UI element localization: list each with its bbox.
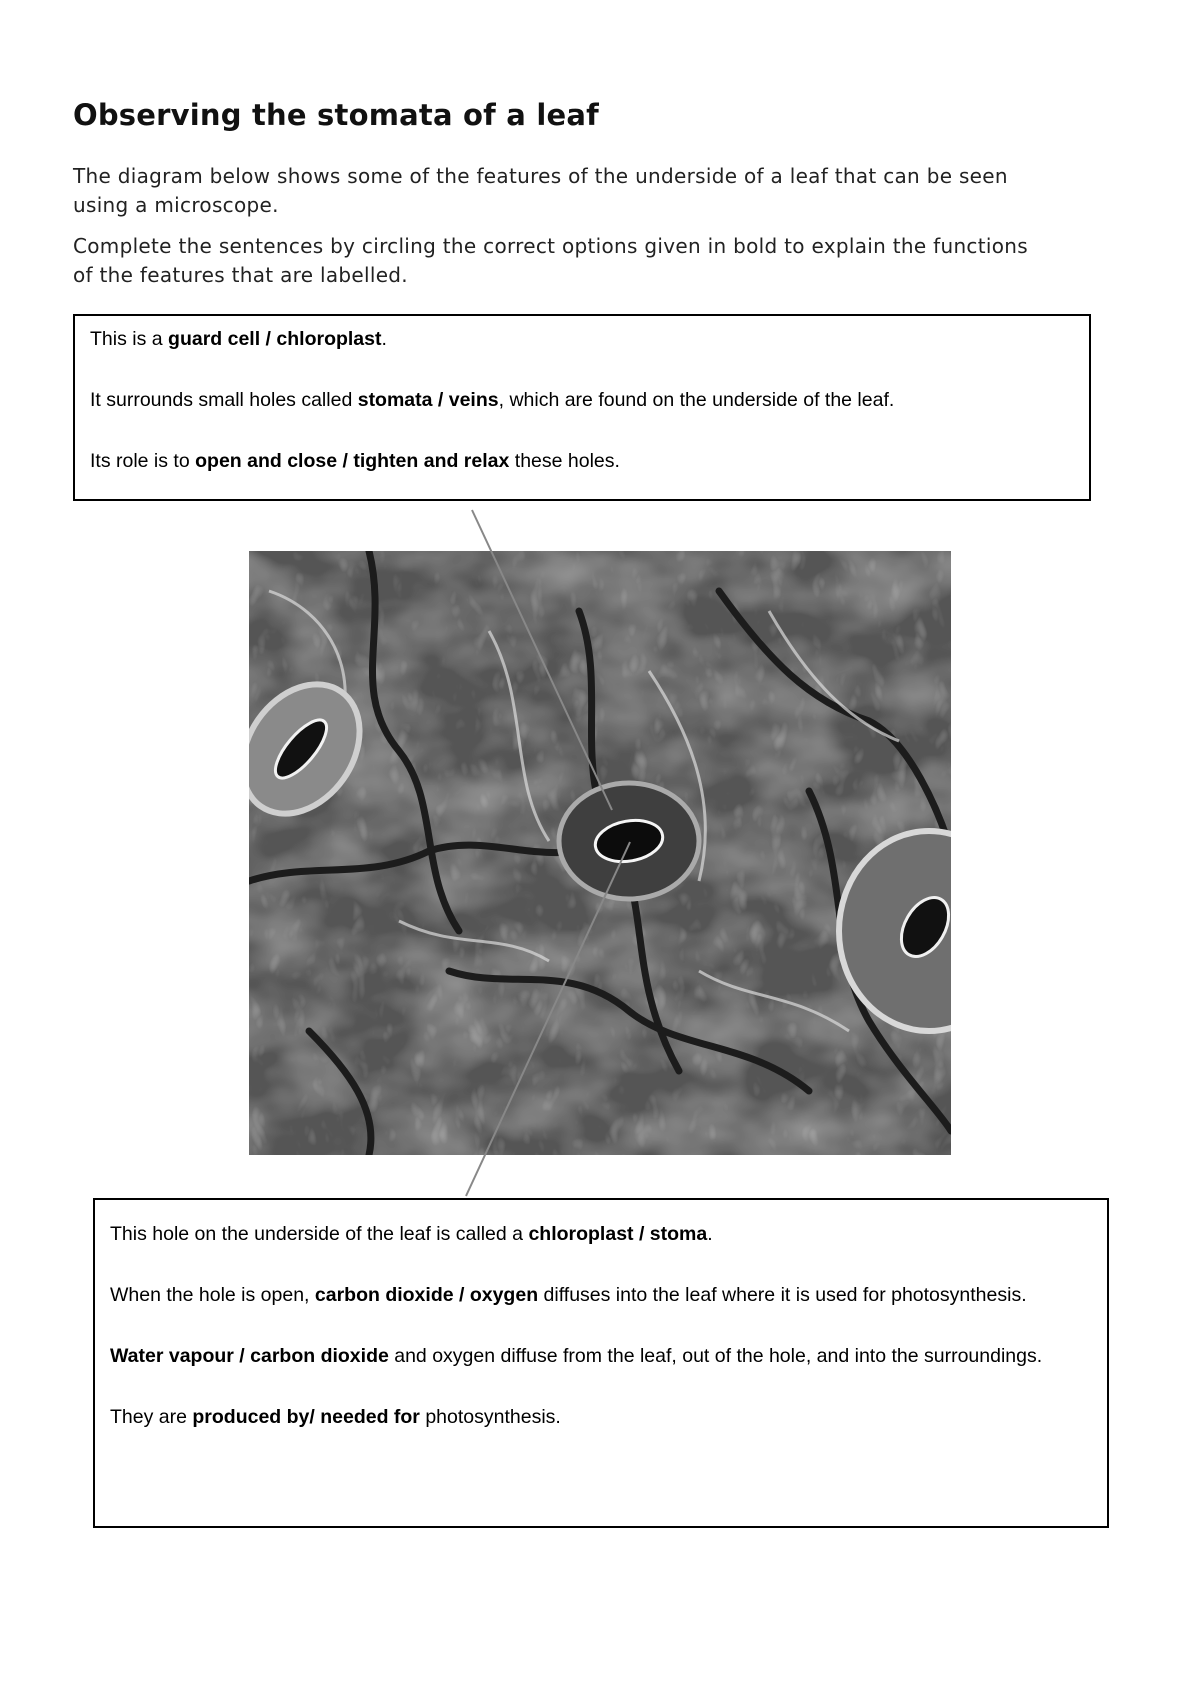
- option-choice[interactable]: chloroplast / stoma: [528, 1223, 708, 1245]
- stoma-name-sentence: [110, 1212, 1092, 1256]
- photosynthesis-sentence: [110, 1395, 1092, 1439]
- stoma-centre: [559, 783, 699, 899]
- sentence-text: photosynthesis.: [419, 1406, 561, 1428]
- intro-paragraph-1: The diagram below shows some of the features of the underside of a leaf that can be seen using a microscope.: [73, 164, 1008, 217]
- sentence-text: , which are found on the underside of the leaf.: [498, 389, 895, 411]
- role-sentence: [90, 450, 1074, 472]
- sentence-text: Its role is to: [90, 450, 196, 472]
- sentence-text: This hole on the underside of the leaf is called a: [110, 1223, 529, 1245]
- sentence-text: This is a: [90, 328, 169, 350]
- sentence-text: They are: [110, 1406, 193, 1428]
- guard-cell-question-box: [73, 314, 1091, 501]
- sentence-text: these holes.: [509, 450, 620, 472]
- leaf-micrograph: [249, 551, 951, 1155]
- option-choice[interactable]: stomata / veins: [357, 389, 499, 411]
- sentence-text: .: [707, 1223, 713, 1245]
- intro-paragraph-2: Complete the sentences by circling the correct options given in bold to explain the functions of the features that are labelled.: [73, 234, 1028, 287]
- stoma-question-box: [93, 1198, 1109, 1528]
- guard-cell-sentence: [90, 328, 1074, 350]
- sentence-text: and oxygen diffuse from the leaf, out of the hole, and into the surroundings.: [388, 1345, 1043, 1367]
- sentence-text: It surrounds small holes called: [90, 389, 358, 411]
- option-choice[interactable]: carbon dioxide / oxygen: [314, 1284, 539, 1306]
- stomata-sentence: [90, 389, 1074, 411]
- sentence-text: When the hole is open,: [110, 1284, 315, 1306]
- gas-in-sentence: [110, 1273, 1092, 1317]
- option-choice[interactable]: guard cell / chloroplast: [168, 328, 382, 350]
- sentence-text: diffuses into the leaf where it is used for photosynthesis.: [538, 1284, 1027, 1306]
- option-choice[interactable]: produced by/ needed for: [192, 1406, 420, 1428]
- sentence-text: .: [381, 328, 387, 350]
- gas-out-sentence: [110, 1334, 1092, 1378]
- page-title: Observing the stomata of a leaf: [73, 98, 599, 132]
- option-choice[interactable]: Water vapour / carbon dioxide: [110, 1345, 389, 1367]
- option-choice[interactable]: open and close / tighten and relax: [195, 450, 510, 472]
